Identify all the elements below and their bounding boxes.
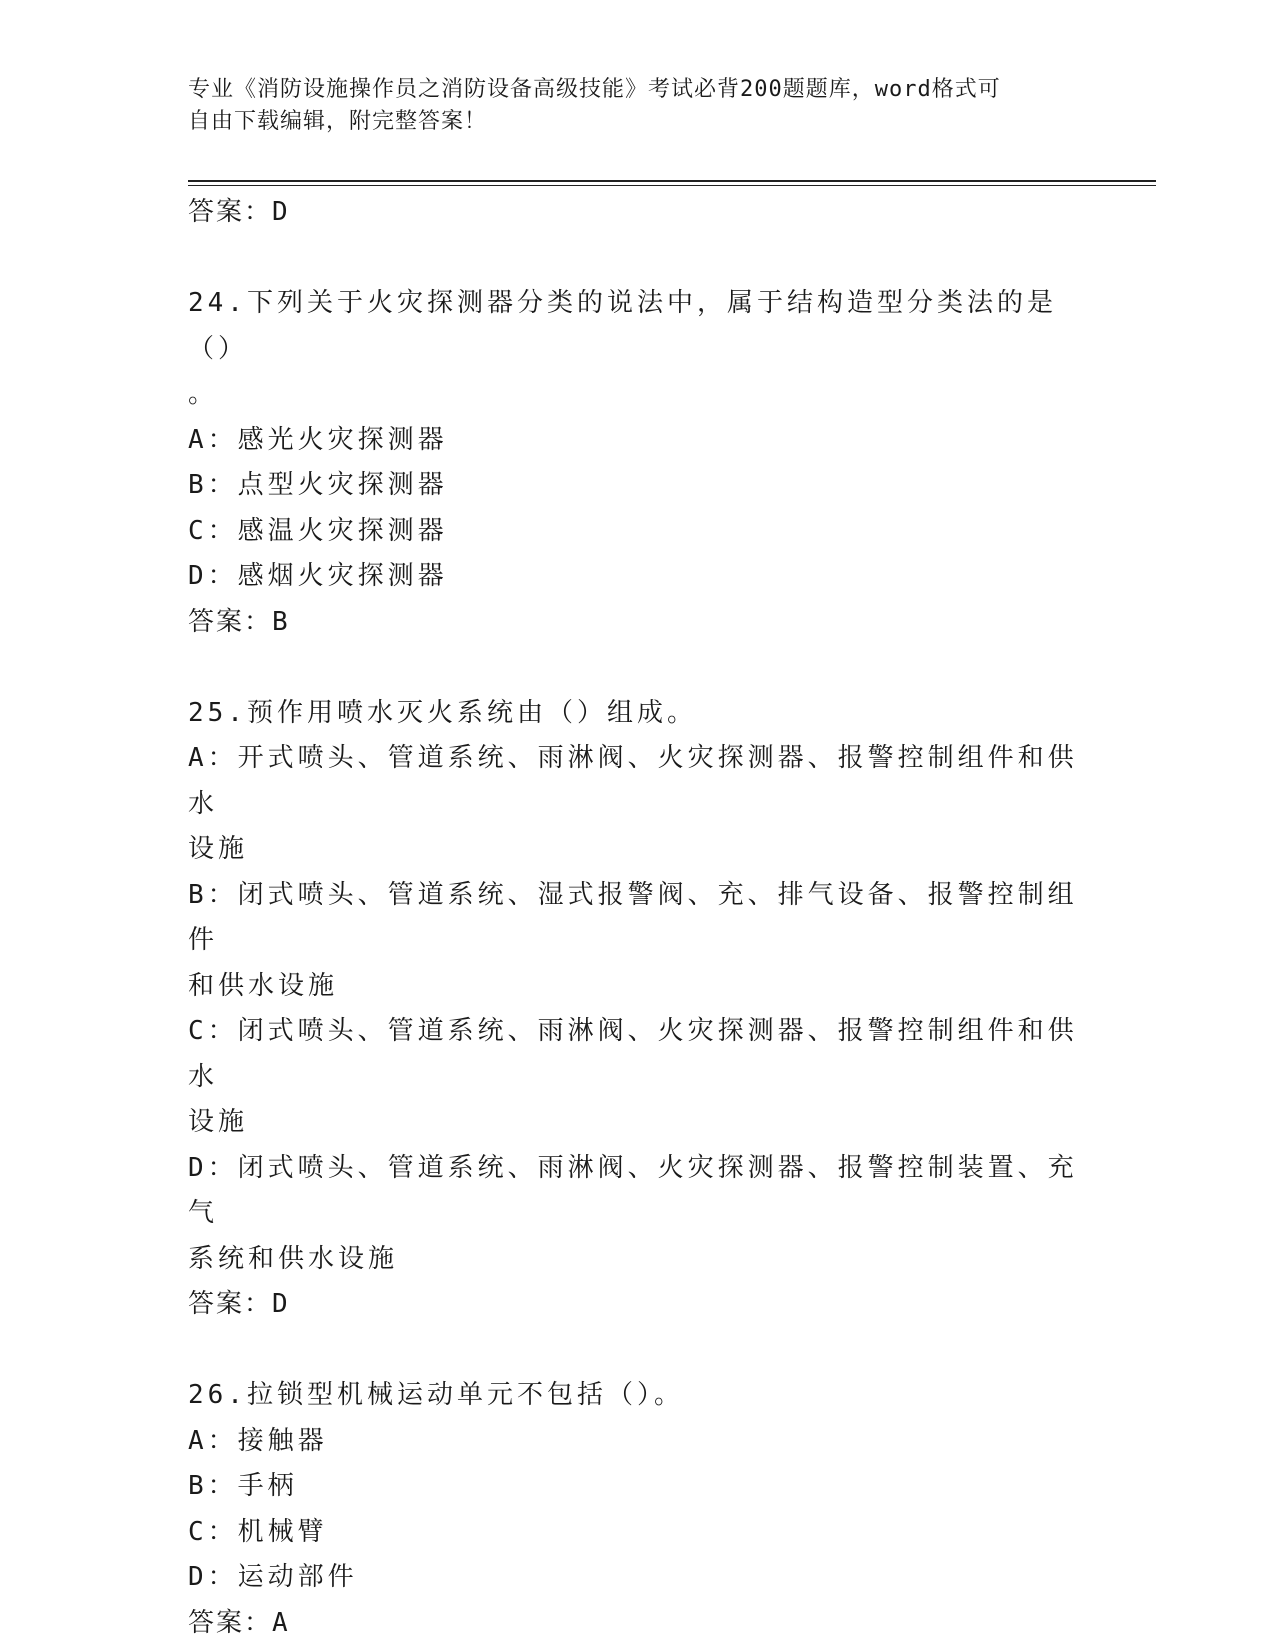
option-a: A：感光火灾探测器 [188, 424, 448, 455]
question-block [188, 691, 1088, 1328]
answer-label: 答案： [188, 1607, 273, 1638]
question-stem: 26.拉锁型机械运动单元不包括（）。 [188, 1380, 684, 1410]
header-line: 自由下载编辑，附完整答案！ [188, 109, 488, 134]
option-c: C：机械臂 [188, 1516, 328, 1547]
answer-value: D [272, 1289, 290, 1319]
question-stem: 。 [188, 379, 219, 409]
option-b: B：点型火灾探测器 [188, 470, 448, 500]
answer-label: 答案： [188, 606, 273, 637]
option-a-continued: 设施 [188, 834, 249, 864]
answer-label: 答案： [188, 197, 273, 227]
option-d: D：闭式喷头、管道系统、雨淋阀、火灾探测器、报警控制装置、充气 [188, 1152, 1078, 1228]
question-block [188, 1373, 1088, 1646]
option-a: A：开式喷头、管道系统、雨淋阀、火灾探测器、报警控制组件和供水 [188, 743, 1078, 819]
question-list [188, 190, 1088, 1646]
option-a: A：接触器 [188, 1425, 328, 1456]
header-divider [188, 180, 1156, 186]
answer-line [188, 600, 1088, 646]
question-stem: 24.下列关于火灾探测器分类的说法中，属于结构造型分类法的是（） [188, 288, 1057, 364]
answer-line [188, 190, 1088, 236]
option-c-continued: 设施 [188, 1107, 249, 1137]
option-b: B：手柄 [188, 1471, 298, 1501]
question-block [188, 281, 1088, 645]
header-line: 专业《消防设施操作员之消防设备高级技能》考试必背200题题库，word格式可 [188, 77, 1001, 102]
question-stem: 25.预作用喷水灭火系统由（）组成。 [188, 697, 697, 728]
answer-value: D [272, 197, 290, 227]
option-c: C：感温火灾探测器 [188, 515, 448, 546]
answer-label: 答案： [188, 1289, 273, 1319]
option-d: D：感烟火灾探测器 [188, 561, 448, 591]
document-header [188, 74, 1068, 138]
option-d-continued: 系统和供水设施 [188, 1243, 399, 1274]
option-b-continued: 和供水设施 [188, 970, 339, 1001]
option-b: B：闭式喷头、管道系统、湿式报警阀、充、排气设备、报警控制组件 [188, 879, 1078, 955]
answer-value: A [272, 1607, 290, 1638]
answer-value: B [272, 606, 290, 637]
option-c: C：闭式喷头、管道系统、雨淋阀、火灾探测器、报警控制组件和供水 [188, 1016, 1078, 1092]
answer-line [188, 1282, 1088, 1328]
option-d: D：运动部件 [188, 1562, 358, 1592]
answer-line [188, 1601, 1088, 1647]
